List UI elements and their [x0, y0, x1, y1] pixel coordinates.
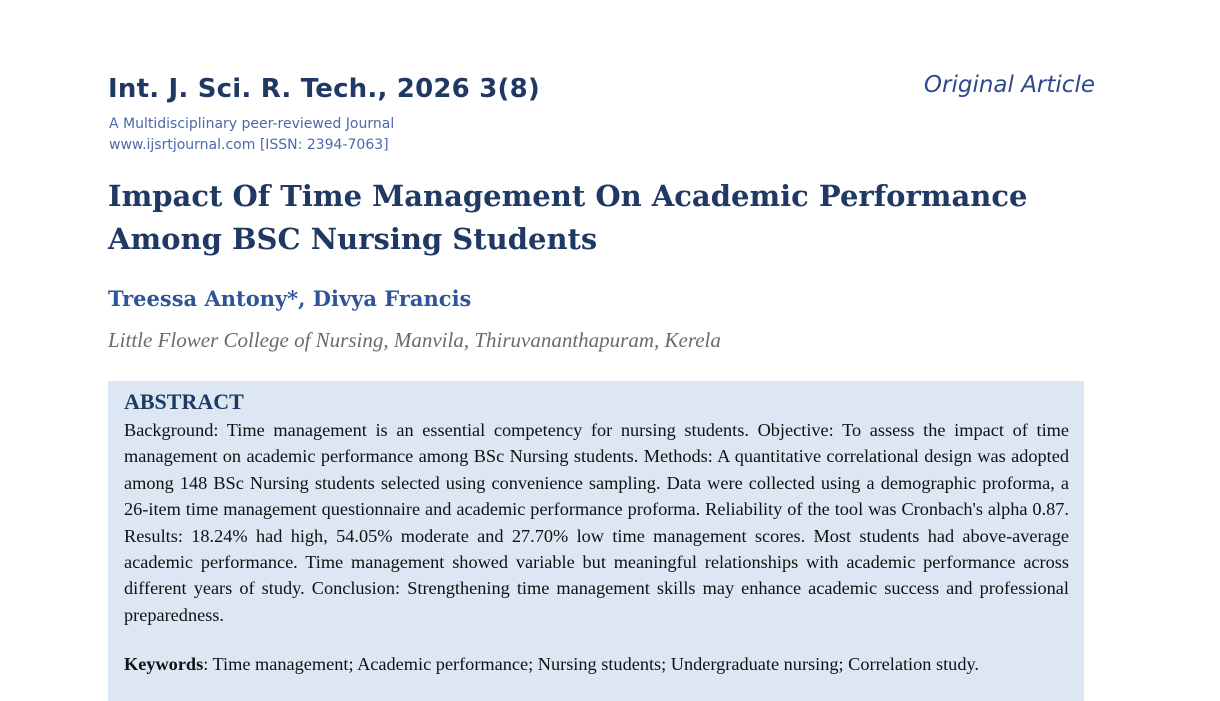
keywords-list: : Time management; Academic performance; Nursing students; Undergraduate nursing; Correlation study. [203, 654, 979, 674]
abstract-body: Background: Time management is an essential competency for nursing students. Objective: To assess the impact of time management on academic performance among BSc Nursing students. Methods: A quantitative correlational design was adopted among 148 BSc Nursing students selected using convenience sampling. Data were collected using a demographic proforma, a 26-item time management questionnaire and academic performance proforma. Reliability of the tool was Cronbach's alpha 0.87. Results: 18.24% had high, 54.05% moderate and 27.70% low time management scores. Most students had above-average academic performance. Time management showed variable but meaningful relationships with academic performance across different years of study. Conclusion: Strengthening time management skills may enhance academic success and professional preparedness. [124, 420, 1069, 625]
article-type-label: Original Article [923, 72, 1095, 98]
journal-title: Int. J. Sci. R. Tech., 2026 3(8) [108, 74, 540, 104]
journal-info [109, 114, 394, 156]
abstract-heading: ABSTRACT [124, 389, 244, 414]
journal-url-issn: www.ijsrtjournal.com [ISSN: 2394-7063] [109, 137, 389, 153]
keywords-label: Keywords [124, 654, 204, 674]
paper-title: Impact Of Time Management On Academic Performance Among BSC Nursing Students [108, 179, 1028, 256]
abstract-section [108, 381, 1084, 701]
affiliation: Little Flower College of Nursing, Manvila, Thiruvananthapuram, Kerela [108, 328, 721, 352]
keywords [124, 654, 1069, 675]
authors: Treessa Antony*, Divya Francis [108, 286, 472, 311]
journal-subtitle: A Multidisciplinary peer-reviewed Journal [109, 116, 395, 132]
